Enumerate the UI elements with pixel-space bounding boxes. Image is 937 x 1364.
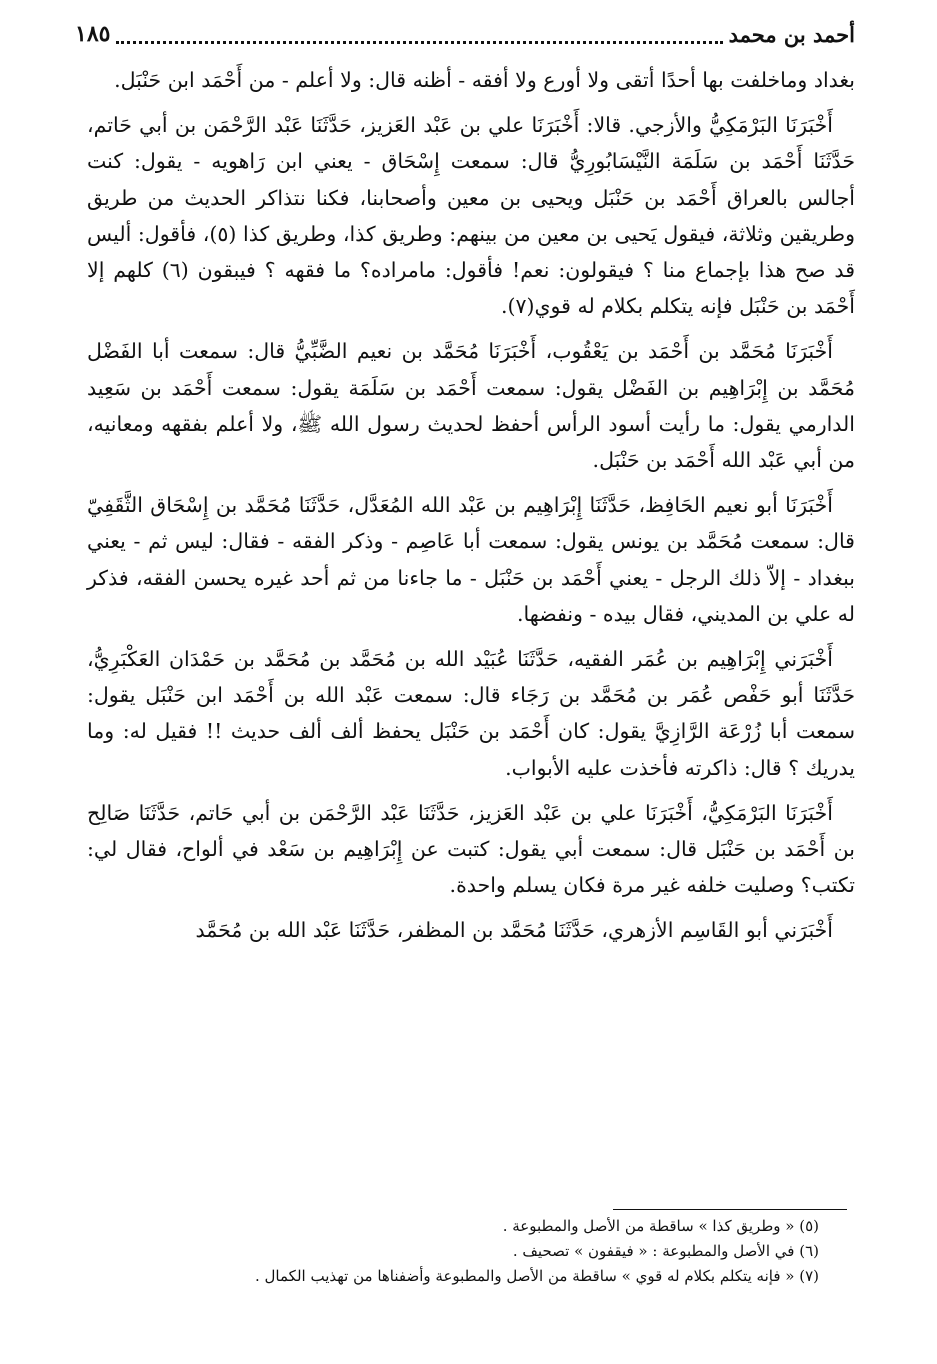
footnote-6: (٦) في الأصل والمطبوعة : « فيقفون » تصحيف . [512, 1242, 819, 1260]
footnote-separator [613, 1209, 847, 1210]
paragraph-darimi: أَخْبَرَنَا مُحَمَّد بن أَحْمَد بن يَعْقُوب، أَخْبَرَنَا مُحَمَّد بن نعيم الضَّبِّيُّ قال: سمعت أبا الفَضْل مُحَمَّد بن إِبْرَاهِيم بن الفَضْل يقول: سمعت أَحْمَد بن سَلَمَة يقول: سمعت أَحْمَد بن سَعِيد الدارمي يقول: ما رأيت أسود الرأس أحفظ لحديث رسول الله ﷺ، ولا أعلم بفقهه ومعانيه، من أبي عَبْد الله أَحْمَد بن حَنْبَل. [87, 339, 855, 473]
main-text [87, 62, 855, 958]
paragraph-abu-zura: أَخْبَرَني إِبْرَاهِيم بن عُمَر الفقيه، حَدَّثَنَا عُبَيْد الله بن مُحَمَّد بن مُحَمَّد بن حَمْدَان العَكْبَرِيُّ، حَدَّثَنَا أبو حَفْص عُمَر بن مُحَمَّد بن رَجَاء قال: سمعت عَبْد الله بن أَحْمَد ابن حَنْبَل يقول: سمعت أبا زُرْعَة الرَّازِيَّ يقول: كان أَحْمَد بن حَنْبَل يحفظ ألف ألف حديث !! فقيل له: وما يدريك ؟ قال: ذاكرته فأخذت عليه الأبواب. [87, 647, 855, 780]
paragraph-abu-asim: أَخْبَرَنَا أبو نعيم الحَافِظ، حَدَّثَنَا إِبْرَاهِيم بن عَبْد الله المُعَدَّل، حَدَّثَنَا مُحَمَّد بن إِسْحَاق الثَّقَفِيّ قال: سمعت مُحَمَّد بن يونس يقول: سمعت أبا عَاصِم - وذكر الفقه - فقال: ليس ثم - يعني ببغداد - إلاّ ذلك الرجل - يعني أَحْمَد بن حَنْبَل - ما جاءنا من ثم أحد غيره يحسن الفقه، فذكر له علي بن المديني، فقال بيده - ونفضها. [87, 493, 855, 626]
footnote-7: (٧) « فإنه يتكلم بكلام له قوي » ساقطة من الأصل والمطبوعة وأضفناها من تهذيب الكمال . [255, 1267, 819, 1285]
page-header [75, 14, 855, 54]
paragraph-salih: أَخْبَرَنَا البَرْمَكِيُّ، أَخْبَرَنَا علي بن عَبْد العَزيز، حَدَّثَنَا عَبْد الرَّحْمَن بن أبي حَاتم، حَدَّثَنَا صَالِح بن أَحْمَد بن حَنْبَل قال: سمعت أبي يقول: كتبت عن إِبْرَاهِيم بن سَعْد في ألواح، فقال لي: تكتب؟ وصليت خلفه غير مرة فكان يسلم واحدة. [87, 800, 855, 898]
footnotes [99, 1214, 819, 1289]
footnote-5: (٥) « وطريق كذا » ساقطة من الأصل والمطبوعة . [502, 1217, 819, 1235]
paragraph-azhari: أَخْبَرَني أبو القَاسِم الأزهري، حَدَّثَنَا مُحَمَّد بن المظفر، حَدَّثَنَا عَبْد الله بن مُحَمَّد [195, 918, 833, 943]
page-number: ١٨٥ [75, 21, 111, 47]
header-leader-dots [116, 25, 722, 44]
running-title: أحمد بن محمد [728, 21, 855, 47]
paragraph-barmaki-isnad: أَخْبَرَنَا البَرْمَكِيُّ والأزجي. قالا: أَخْبَرَنَا علي بن عَبْد العَزيز، حَدَّثَنَا عَبْد الرَّحْمَن بن أبي حَاتم، حَدَّثَنَا أَحْمَد بن سَلَمَة النَّيْسَابُورِيُّ قال: سمعت إِسْحَاق - يعني ابن رَاهويه - يقول: كنت أجالس بالعراق أَحْمَد بن حَنْبَل ويحيى بن معين وأصحابنا، فكنا نتذاكر الحديث من طريق وطريقين وثلاثة، فيقول يَحيى بن معين من بينهم: وطريق كذا، وطريق كذا (٥)، فأقول: أليس قد صح هذا بإجماع منا ؟ فيقولون: نعم! فأقول: مامراده؟ ما فقهه ؟ فيبقون (٦) كلهم إلا أَحْمَد بن حَنْبَل فإنه يتكلم بكلام له قوي(٧). [87, 113, 855, 319]
paragraph-continuation: بغداد وماخلفت بها أحدًا أتقى ولا أورع ولا أفقه - أظنه قال: ولا أعلم - من أَحْمَد ابن حَنْبَل. [114, 68, 855, 92]
